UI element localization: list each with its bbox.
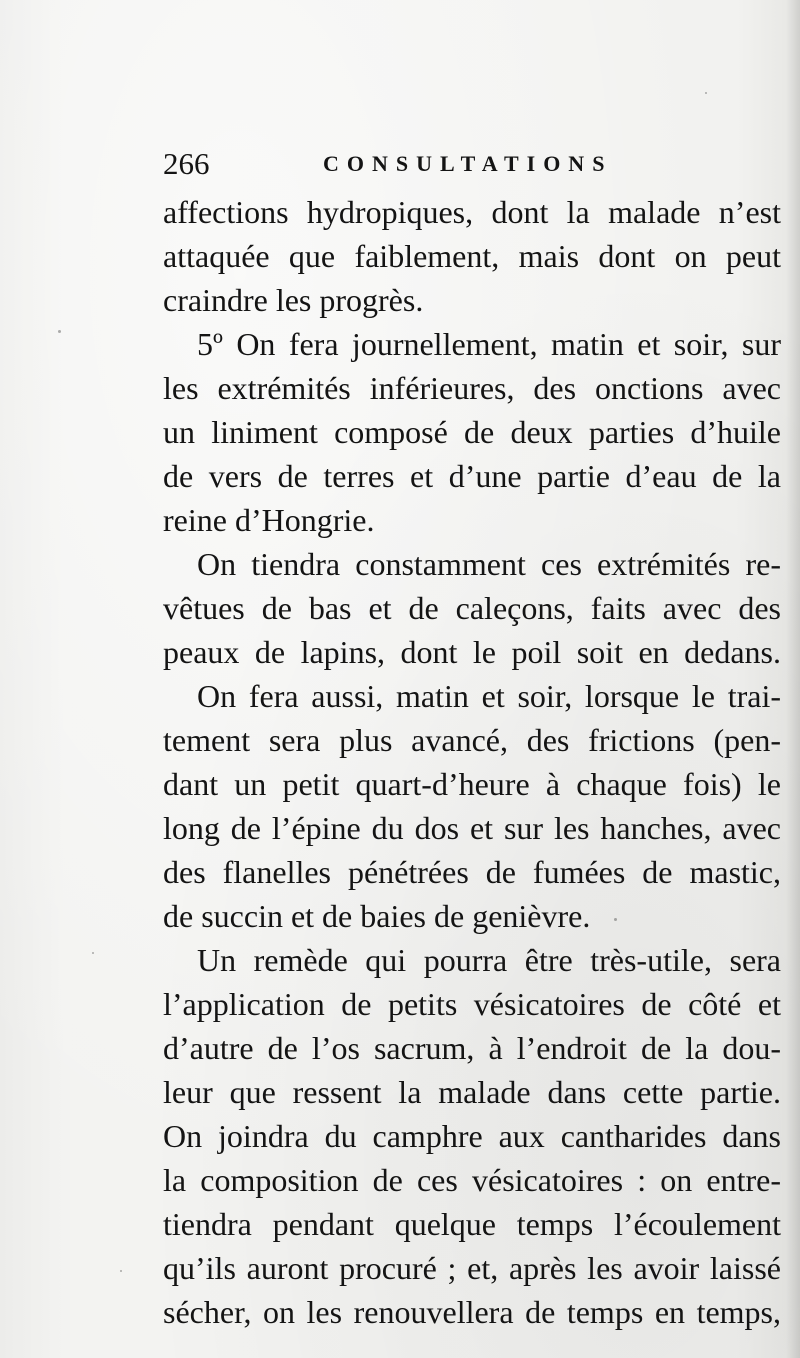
text-line: attaquée que faiblement, mais dont on peut <box>163 238 781 274</box>
text-line: d’autre de l’os sacrum, à l’endroit de la dou- <box>163 1030 781 1066</box>
text-line: vêtues de bas et de caleçons, faits avec des <box>163 590 781 626</box>
text-line: la composition de ces vésicatoires : on entre- <box>163 1162 781 1198</box>
text-line: tiendra pendant quelque temps l’écoulement <box>163 1206 781 1242</box>
page-header <box>163 142 768 186</box>
text-line: de succin et de baies de genièvre. <box>163 898 591 934</box>
text-line: leur que ressent la malade dans cette partie. <box>163 1074 781 1110</box>
text-line: sécher, on les renouvellera de temps en temps, <box>163 1294 781 1330</box>
running-head: CONSULTATIONS <box>323 151 613 176</box>
text-line: les extrémités inférieures, des onctions avec <box>163 370 781 406</box>
text-line: peaux de lapins, dont le poil soit en dedans. <box>163 634 781 670</box>
paper-speck <box>614 918 617 921</box>
paper-speck <box>120 1270 122 1272</box>
text-line: craindre les progrès. <box>163 282 424 318</box>
text-line: un liniment composé de deux parties d’huile <box>163 414 781 450</box>
text-line: On joindra du camphre aux cantharides dans <box>163 1118 781 1154</box>
paper-speck <box>92 952 94 954</box>
text-line: On tiendra constamment ces extrémités re- <box>197 546 781 582</box>
text-line: qu’ils auront procuré ; et, après les avoir laissé <box>163 1250 781 1286</box>
page-number: 266 <box>163 146 210 181</box>
text-line: de vers de terres et d’une partie d’eau de la <box>163 458 781 494</box>
text-line: affections hydropiques, dont la malade n’est <box>163 194 781 230</box>
text-line: l’application de petits vésicatoires de côté et <box>163 986 781 1022</box>
text-line: dant un petit quart-d’heure à chaque fois) le <box>163 766 781 802</box>
text-line: Un remède qui pourra être très-utile, sera <box>197 942 781 978</box>
text-line: des flanelles pénétrées de fumées de mastic, <box>163 854 781 890</box>
text-line: reine d’Hongrie. <box>163 502 375 538</box>
text-line: tement sera plus avancé, des frictions (pen- <box>163 722 781 758</box>
text-line: On fera aussi, matin et soir, lorsque le trai- <box>197 678 781 714</box>
body-text <box>163 190 781 1334</box>
paper-speck <box>58 330 61 333</box>
page-edge-shadow <box>786 0 800 1358</box>
text-line: 5º On fera journellement, matin et soir, sur <box>197 326 781 362</box>
paper-speck <box>705 92 707 94</box>
text-line: long de l’épine du dos et sur les hanches, avec <box>163 810 781 846</box>
